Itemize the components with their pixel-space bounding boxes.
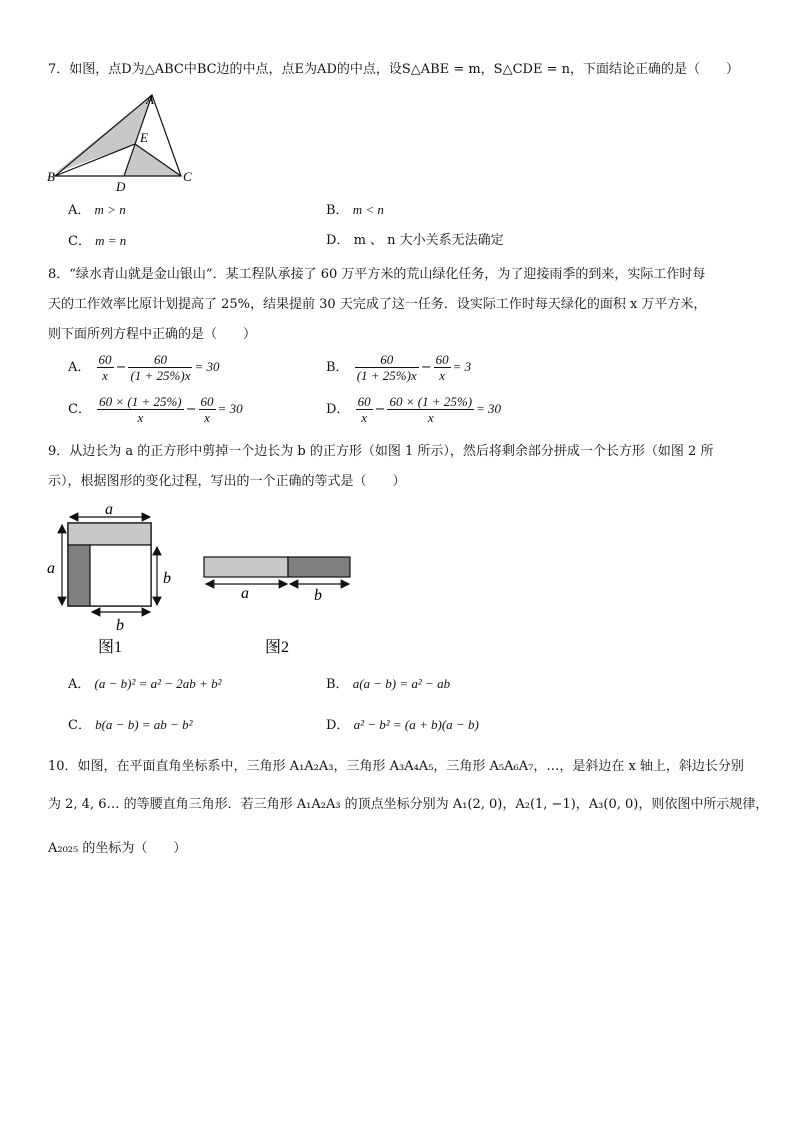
label-B: B — [47, 169, 55, 184]
fig1-label-b-bottom: b — [116, 617, 124, 634]
q9-figure-1 — [40, 498, 190, 662]
q8-stem-line1: 8．“绿水青山就是金山银山”．某工程队承接了 60 万平方米的荒山绿化任务，为了迎接雨季的到来，实际工作时每 — [48, 267, 706, 282]
fig2-caption: 图2 — [265, 639, 290, 656]
q8-option-b[interactable]: B． $\frac{60}{(1 + 25\%)x}$ − $\frac{60}{x}$ = 3 — [326, 352, 472, 383]
fig1-label-a-top: a — [105, 501, 113, 518]
q7-option-a[interactable]: A． m > n — [68, 202, 126, 218]
label-A: A — [146, 92, 154, 107]
q9-option-d[interactable]: D． a² − b² = (a + b)(a − b) — [326, 717, 479, 733]
q7-option-c[interactable]: C． m = n — [68, 233, 127, 249]
q9-option-b[interactable]: B． a(a − b) = a² − ab — [326, 676, 451, 692]
label-D: D — [116, 179, 126, 194]
fig1-label-a-left: a — [47, 560, 55, 577]
label-C: C — [183, 169, 192, 184]
q9-stem-line1: 9．从边长为 a 的正方形中剪掉一个边长为 b 的正方形（如图 1 所示），然后将剩余部分拼成一个长方形（如图 2 所 — [48, 444, 714, 459]
q8-option-d[interactable]: D． $\frac{60}{x}$ − $\frac{60 \times (1 + 25\%)}{x}$ = 30 — [326, 394, 502, 425]
fig1-label-b-right: b — [163, 570, 171, 587]
q8-option-c[interactable]: C． $\frac{60 \times (1 + 25\%)}{x}$ − $\frac{60}{x}$ = 30 — [68, 394, 243, 425]
fig2-dark-part — [288, 557, 350, 577]
q7-option-d[interactable]: D． m 、 n 大小关系无法确定 — [326, 233, 504, 248]
label-E: E — [140, 130, 148, 145]
q9-figure-2 — [195, 548, 360, 662]
light-strip — [68, 523, 151, 545]
q9-option-c[interactable]: C． b(a − b) = ab − b² — [68, 717, 193, 733]
q9-stem-line2: 示），根据图形的变化过程，写出的一个正确的等式是（ ） — [48, 474, 406, 489]
q7-triangle-figure — [45, 88, 205, 194]
dark-strip — [68, 545, 90, 606]
triangle-cde-shaded — [124, 144, 181, 176]
q8-stem-line2: 天的工作效率比原计划提高了 25%，结果提前 30 天完成了这一任务．设实际工作时每天绿化的面积 x 万平方米， — [48, 297, 707, 312]
q10-stem-line2: 为 2, 4, 6… 的等腰直角三角形．若三角形 A₁A₂A₃ 的顶点坐标分别为 A₁(2, 0)，A₂(1, −1)，A₃(0, 0)，则依图中所示规律， — [48, 797, 769, 812]
q8-option-a[interactable]: A． $\frac{60}{x}$ − $\frac{60}{(1 + 25\%)x}$ = 30 — [68, 352, 220, 383]
q9-option-a[interactable]: A． (a − b)² = a² − 2ab + b² — [68, 676, 222, 692]
q8-stem-line3: 则下面所列方程中正确的是（ ） — [48, 327, 257, 342]
q10-stem-line1: 10．如图，在平面直角坐标系中，三角形 A₁A₂A₃，三角形 A₃A₄A₅，三角形 A₅A₆A₇，…，是斜边在 x 轴上，斜边长分别 — [48, 759, 744, 774]
fig1-caption: 图1 — [98, 639, 123, 656]
q7-stem: 7．如图，点D为△ABC中BC边的中点，点E为AD的中点，设S△ABE = m，S△CDE = n，下面结论正确的是（ ） — [48, 62, 739, 77]
fig2-light-part — [204, 557, 288, 577]
q10-stem-line3: A₂₀₂₅ 的坐标为（ ） — [48, 841, 187, 856]
fig2-label-b: b — [314, 587, 322, 604]
q7-option-b[interactable]: B． m < n — [326, 202, 384, 218]
fig2-label-a: a — [241, 585, 249, 602]
